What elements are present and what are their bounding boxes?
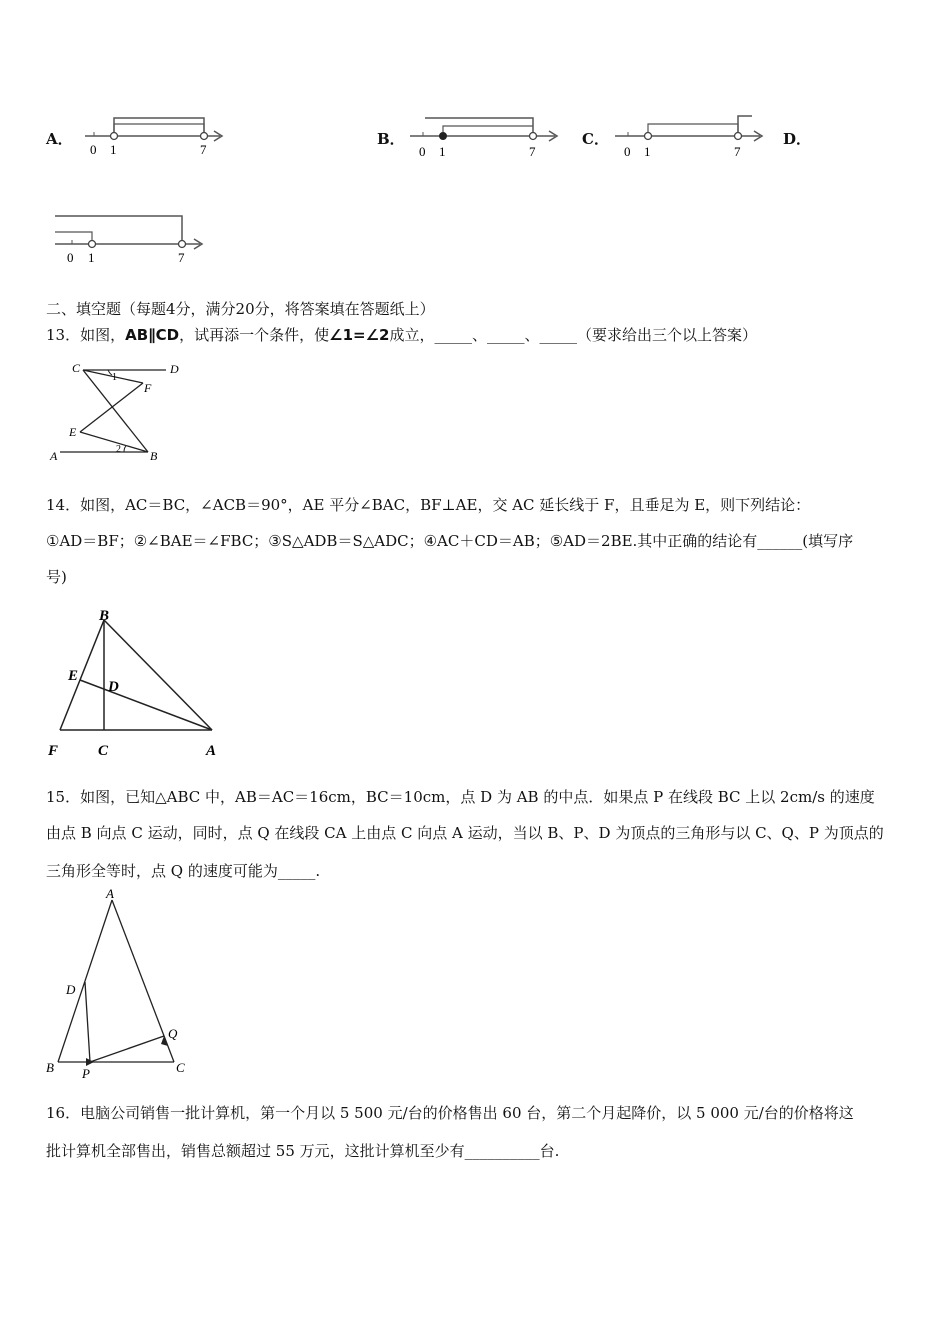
label-d: D bbox=[108, 679, 119, 695]
tick-1: 1 bbox=[110, 142, 117, 157]
option-b-label: B． bbox=[377, 130, 405, 148]
angle-2-label: 2 bbox=[116, 444, 121, 455]
q16-line-1 bbox=[46, 1102, 854, 1123]
label-c: C bbox=[98, 743, 109, 759]
tick-7: 7 bbox=[529, 144, 536, 159]
tick-1: 1 bbox=[88, 250, 95, 265]
q16-number: 16． bbox=[46, 1104, 81, 1122]
tick-7: 7 bbox=[178, 250, 185, 265]
label-f: F bbox=[48, 743, 59, 759]
q13-text-b: AB∥CD bbox=[125, 326, 180, 344]
option-d-number-line bbox=[50, 210, 210, 265]
q13-figure bbox=[48, 356, 198, 468]
label-b: B bbox=[150, 449, 158, 463]
q14-line-1 bbox=[46, 494, 810, 515]
tick-7: 7 bbox=[734, 144, 741, 159]
option-b-number-line bbox=[405, 110, 565, 160]
label-b: B bbox=[46, 1060, 54, 1075]
label-f: F bbox=[144, 381, 152, 395]
q14-line-3: 号) bbox=[46, 568, 67, 586]
q13-text-c: ，试再添一个条件，使 bbox=[179, 326, 330, 344]
tick-1: 1 bbox=[644, 144, 651, 159]
tick-0: 0 bbox=[419, 144, 426, 159]
q15-number: 15． bbox=[46, 788, 81, 806]
q14-line1-text: 如图，AC＝BC，∠ACB＝90°，AE 平分∠BAC，BF⊥AE，交 AC 延长线于 F，且垂足为 E，则下列结论： bbox=[80, 496, 811, 514]
option-d-label: D． bbox=[783, 130, 812, 148]
tick-0: 0 bbox=[624, 144, 631, 159]
q15-line1-text: 如图，已知△ABC 中，AB＝AC＝16cm，BC＝10cm，点 D 为 AB 的中点．如果点 P 在线段 BC 上以 2cm/s 的速度 bbox=[80, 788, 875, 806]
label-d: D bbox=[66, 982, 76, 997]
label-e: E bbox=[69, 425, 77, 439]
label-a: A bbox=[50, 449, 58, 463]
label-c: C bbox=[72, 361, 81, 375]
q14-figure bbox=[44, 610, 234, 765]
q15-line-1 bbox=[46, 786, 875, 807]
label-d: D bbox=[170, 362, 179, 376]
q13-text-a: 如图， bbox=[80, 326, 126, 344]
section-heading: 二、填空题（每题4分，满分20分，将答案填在答题纸上） bbox=[46, 300, 435, 318]
label-p: P bbox=[82, 1066, 90, 1081]
label-e: E bbox=[68, 668, 79, 684]
label-c: C bbox=[176, 1060, 185, 1075]
label-a: A bbox=[106, 886, 114, 901]
option-a-label: A． bbox=[46, 130, 73, 148]
q13-number: 13． bbox=[46, 326, 81, 344]
q15-line-2: 由点 B 向点 C 运动，同时，点 Q 在线段 CA 上由点 C 向点 A 运动，当以 B、P、D 为顶点的三角形与以 C、Q、P 为顶点的 bbox=[46, 824, 884, 842]
option-c-number-line bbox=[610, 110, 770, 160]
option-c-label: C． bbox=[582, 130, 609, 148]
q16-line-2: 批计算机全部售出，销售总额超过 55 万元，这批计算机至少有__________台. bbox=[46, 1142, 560, 1160]
q16-line1-text: 电脑公司销售一批计算机，第一个月以 5 500 元/台的价格售出 60 台，第二个月起降价，以 5 000 元/台的价格将这 bbox=[80, 1104, 854, 1122]
tick-1: 1 bbox=[439, 144, 446, 159]
q15-figure bbox=[42, 886, 202, 1084]
q13-text-d: ∠1=∠2 bbox=[329, 326, 390, 344]
label-q: Q bbox=[168, 1026, 178, 1041]
angle-1-label: 1 bbox=[112, 372, 117, 383]
question-13 bbox=[46, 324, 757, 345]
label-a: A bbox=[206, 743, 217, 759]
q14-number: 14． bbox=[46, 496, 81, 514]
tick-0: 0 bbox=[90, 142, 97, 157]
tick-0: 0 bbox=[67, 250, 74, 265]
option-a-number-line bbox=[80, 110, 230, 160]
q14-line-2: ①AD＝BF；②∠BAE＝∠FBC；③S△ADB＝S△ADC；④AC＋CD＝AB；⑤AD＝2BE.其中正确的结论有______(填写序 bbox=[46, 532, 854, 550]
label-b: B bbox=[99, 610, 110, 624]
q13-text-e: 成立，_____、_____、_____（要求给出三个以上答案） bbox=[389, 326, 757, 344]
tick-7: 7 bbox=[200, 142, 207, 157]
q15-line-3: 三角形全等时，点 Q 的速度可能为_____. bbox=[46, 862, 321, 880]
